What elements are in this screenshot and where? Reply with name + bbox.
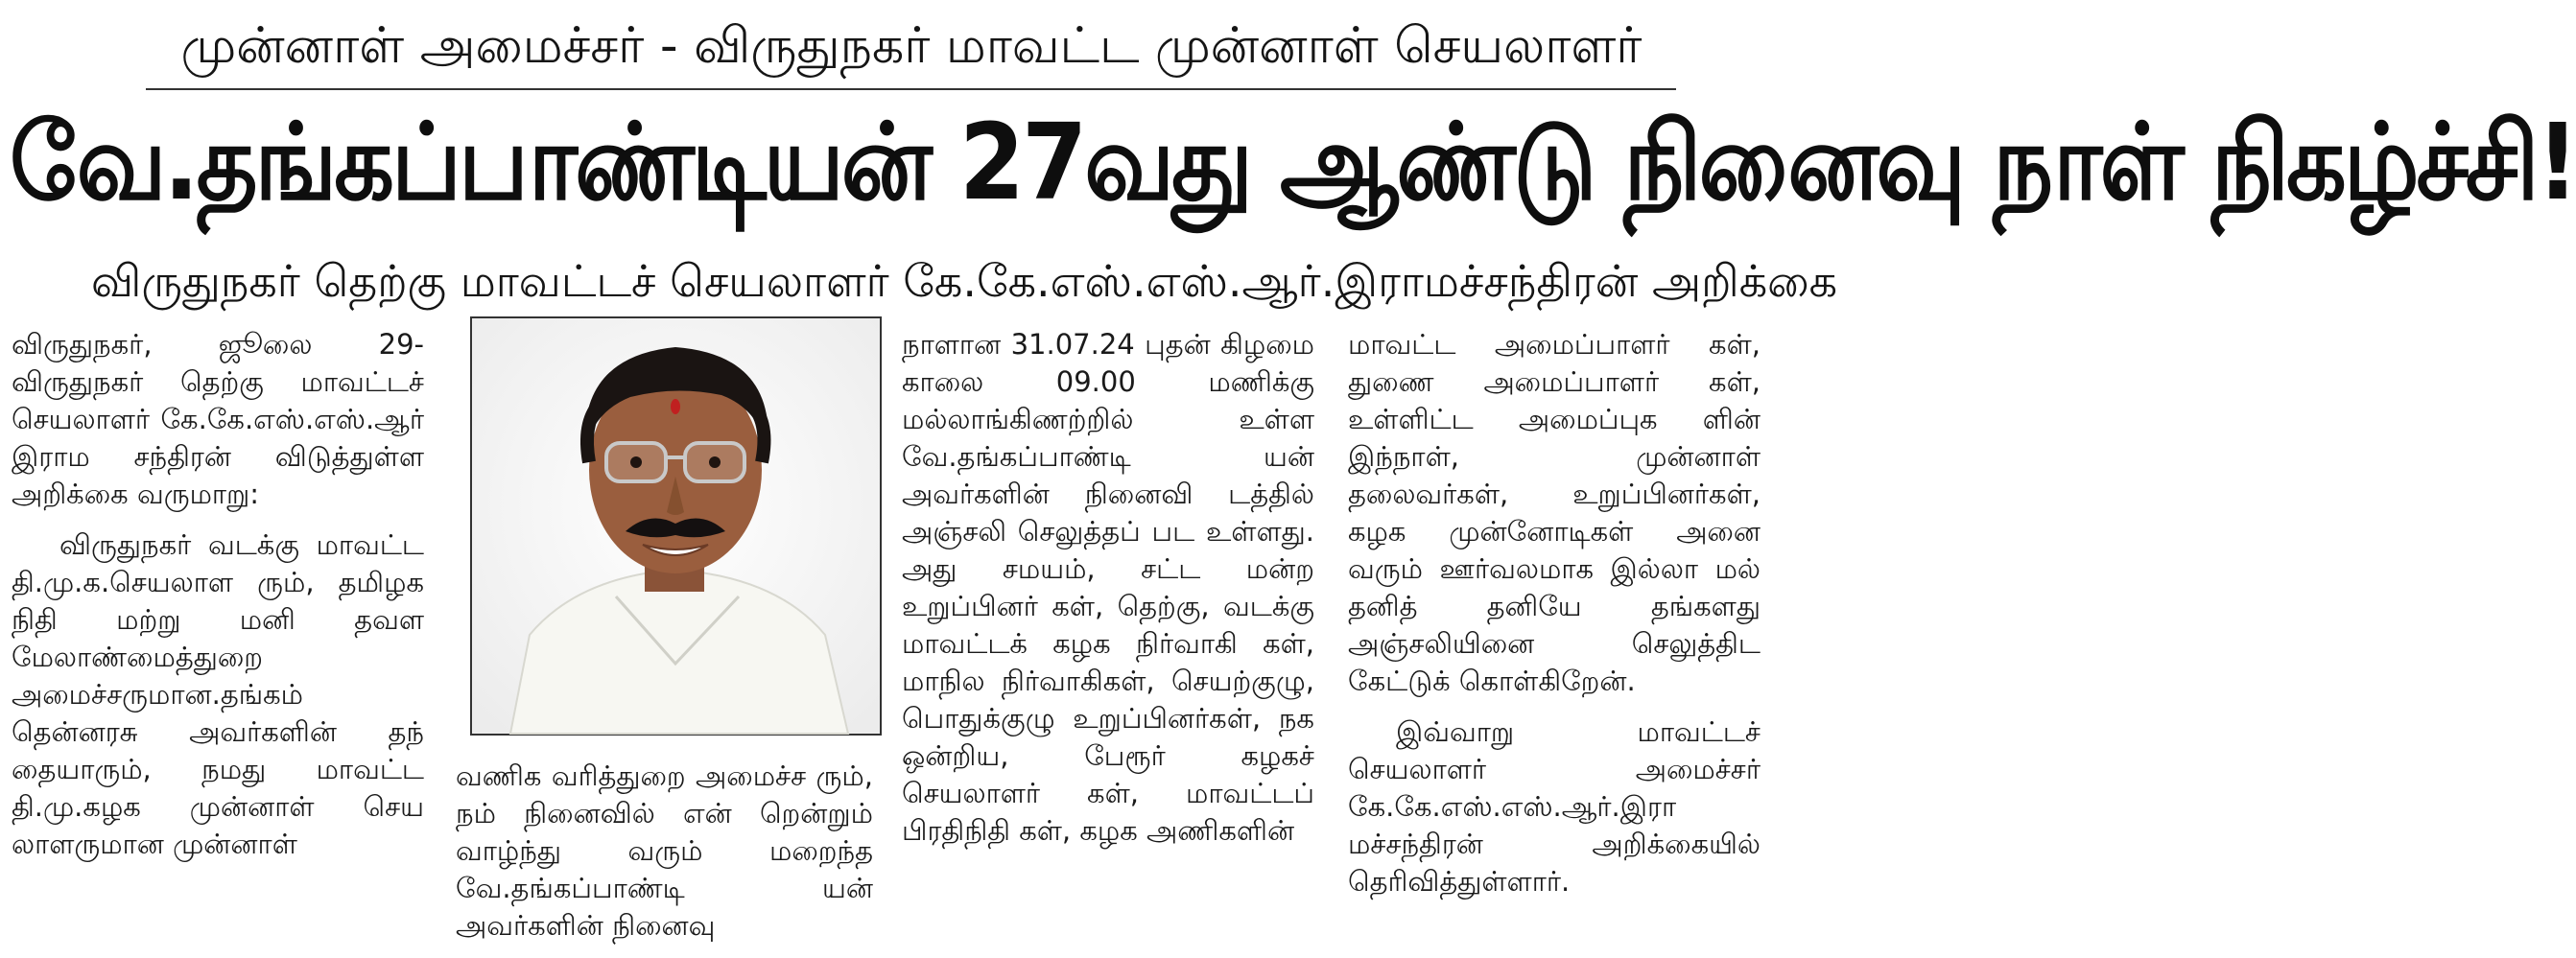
article-column-2 xyxy=(456,758,873,958)
article-paragraph: வணிக வரித்துறை அமைச்ச ரும், நம் நினைவில் என் றென்றும் வாழ்ந்து வரும் மறைந்த வே.தங்கப்பாண்டி யன் அவர்களின் நினைவு xyxy=(456,759,873,942)
sub-headline: விருதுநகர் தெற்கு மாவட்டச் செயலாளர் கே.கே.எஸ்.எஸ்.ஆர்.இராமச்சந்திரன் அறிக்கை xyxy=(91,255,1838,307)
kicker-headline: முன்னாள் அமைச்சர் - விருதுநகர் மாவட்ட முன்னாள் செயலாளர் xyxy=(180,17,1642,75)
article-column-4 xyxy=(1348,326,1761,914)
main-headline: வே.தங்கப்பாண்டியன் 27வது ஆண்டு நினைவு நாள் நிகழ்ச்சி! xyxy=(10,102,2576,224)
article-paragraph: மாவட்ட அமைப்பாளர் கள், துணை அமைப்பாளர் கள், உள்ளிட்ட அமைப்புக ளின் இந்நாள், முன்னாள் தலைவர்கள், உறுப்பினர்கள், கழக முன்னோடிகள் அனை வரும் ஊர்வலமாக இல்லா மல் தனித் தனியே தங்களது அஞ்சலியினை செலுத்திட கேட்டுக் கொள்கிறேன். xyxy=(1348,328,1761,697)
portrait-icon xyxy=(472,318,880,734)
article-paragraph: இவ்வாறு மாவட்டச் செயலாளர் அமைச்சர் கே.கே.எஸ்.எஸ்.ஆர்.இரா மச்சந்திரன் அறிக்கையில் தெரிவித்துள்ளார். xyxy=(1348,715,1761,898)
article-paragraph: விருதுநகர், ஜூலை 29- விருதுநகர் தெற்கு மாவட்டச் செயலாளர் கே.கே.எஸ்.எஸ்.ஆர் இராம சந்திரன் விடுத்துள்ள அறிக்கை வருமாறு: xyxy=(12,328,424,510)
portrait-photo xyxy=(470,316,882,736)
article-column-1 xyxy=(12,326,424,876)
article-column-3 xyxy=(902,326,1314,863)
article-paragraph: நாளான 31.07.24 புதன் கிழமை காலை 09.00 மணிக்கு மல்லாங்கிணற்றில் உள்ள வே.தங்கப்பாண்டி யன் அவர்களின் நினைவி டத்தில் அஞ்சலி செலுத்தப் பட உள்ளது. அது சமயம், சட்ட மன்ற உறுப்பினர் கள், தெற்கு, வடக்கு மாவட்டக் கழக நிர்வாகி கள், மாநில நிர்வாகிகள், செயற்குழு, பொதுக்குழு உறுப்பினர்கள், நக ஒன்றிய, பேரூர் கழகச் செயலாளர் கள், மாவட்டப் பிரதிநிதி கள், கழக அணிகளின் xyxy=(902,328,1314,847)
article-paragraph: விருதுநகர் வடக்கு மாவட்ட தி.மு.க.செயலாள ரும், தமிழக நிதி மற்று மனி தவள மேலாண்மைத்துறை அமைச்சருமான.தங்கம் தென்னரசு அவர்களின் தந் தையாரும், நமது மாவட்ட தி.மு.கழக முன்னாள் செய லாளருமான முன்னாள் xyxy=(12,528,424,860)
